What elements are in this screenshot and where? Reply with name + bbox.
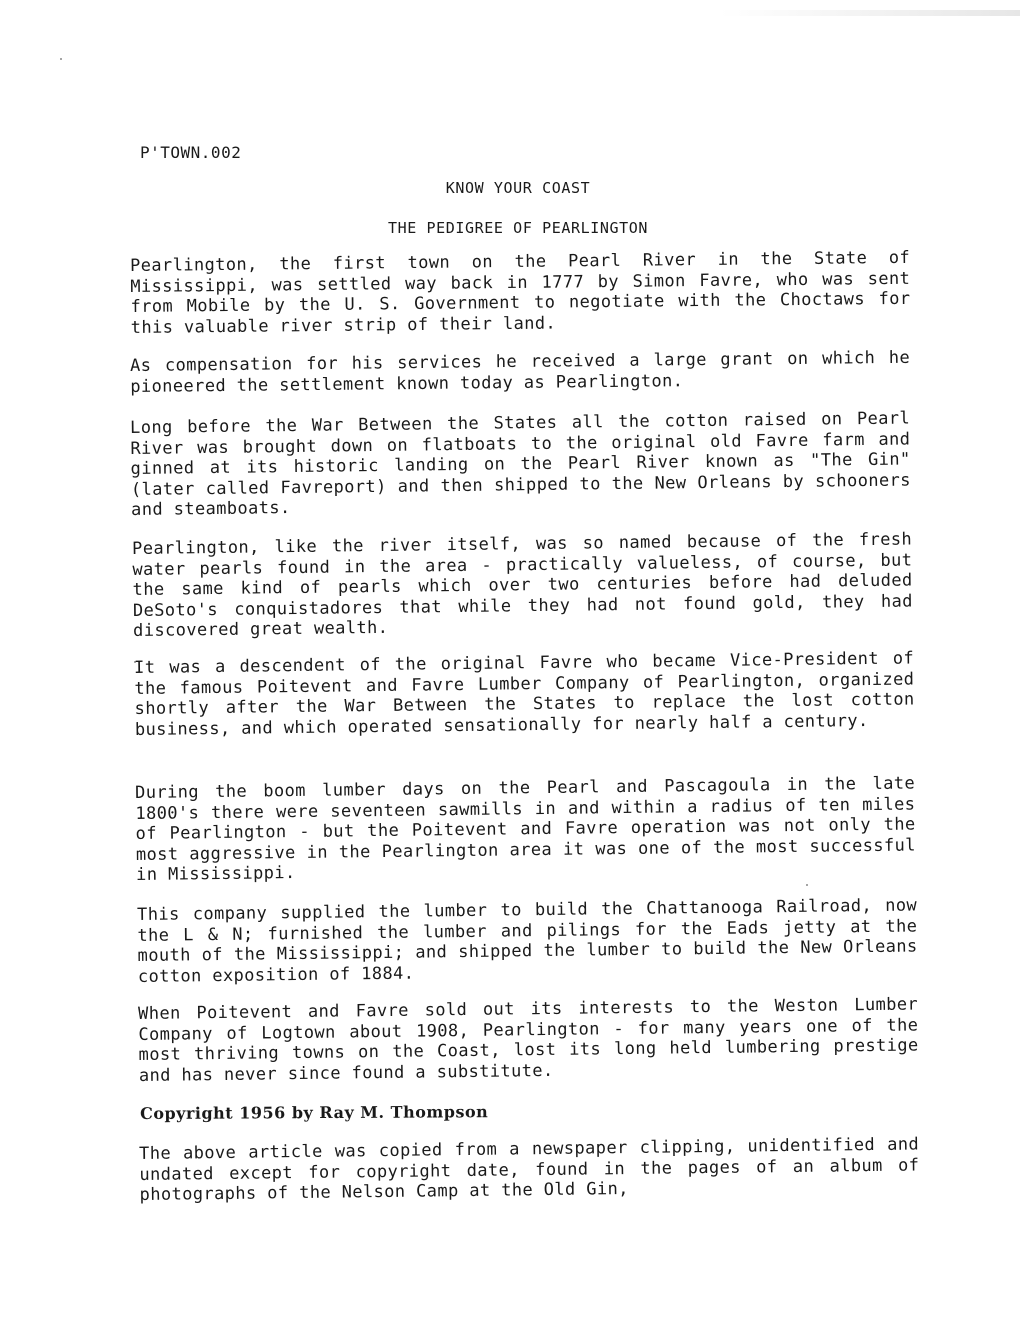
paragraph-2: As compensation for his services he received a large grant on which he pioneered the settlement known today as Pearlington. (130, 347, 911, 397)
paragraph-4: Pearlington, like the river itself, was so named because of the fresh water pearls found in the area - practically valueless, of course, but the same kind of pearls which over two centuries before had deluded DeSoto's conquistadores that while they had not found gold, they had discovered great wealth. (132, 529, 913, 641)
paragraph-1: Pearlington, the first town on the Pearl River in the State of Mississippi, was settled way back in 1777 by Simon Favre, who was sent from Mobile by the U. S. Government to negotiate with the Choctaws for this valuable river strip of their land. (130, 247, 911, 338)
paragraph-3: Long before the War Between the States all the cotton raised on Pearl River was brought down on flatboats to the original old Favre farm and ginned at its historic landing on the Pearl River known as "The Gin" (later called Favreport) and then shipped to the New Orleans by schooners and steamboats. (130, 408, 911, 520)
scan-shadow (720, 10, 1020, 16)
scan-speck (806, 884, 808, 886)
copyright-line: Copyright 1956 by Ray M. Thompson (140, 1102, 489, 1123)
paragraph-7: This company supplied the lumber to build the Chattanooga Railroad, now the L & N; furnished the lumber and pilings for the Eads jetty at the mouth of the Mississippi; and shipped the lumber to build the New Orleans cotton exposition of 1884. (137, 895, 918, 987)
paragraph-8: When Poitevent and Favre sold out its interests to the Weston Lumber Company of Logtown about 1908, Pearlington - for many years one of the most thriving towns on the Coast, lost its long held lumbering prestige and has never since found a substitute. (138, 994, 919, 1086)
scan-speck (60, 58, 62, 60)
section-heading: KNOW YOUR COAST (445, 179, 591, 197)
article-title: THE PEDIGREE OF PEARLINGTON (387, 219, 649, 237)
paragraph-6: During the boom lumber days on the Pearl and Pascagoula in the late 1800's there were seventeen sawmills in and within a radius of ten miles of Pearlington - but the Poitevent and Favre operation was not only the most aggressive in the Pearlington area it was one of the most successful in Mississippi. (135, 773, 916, 885)
source-note: The above article was copied from a newspaper clipping, unidentified and undated except for copyright date, found in the pages of an album of photographs of the Nelson Camp at the Old Gin, (139, 1134, 920, 1205)
document-id: P'TOWN.002 (140, 143, 242, 162)
paragraph-5: It was a descendent of the original Favre who became Vice-President of the famous Poitevent and Favre Lumber Company of Pearlington, organized shortly after the War Between the States to replace the lost cotton business, and which operated sensationally for nearly half a century. (134, 648, 915, 740)
